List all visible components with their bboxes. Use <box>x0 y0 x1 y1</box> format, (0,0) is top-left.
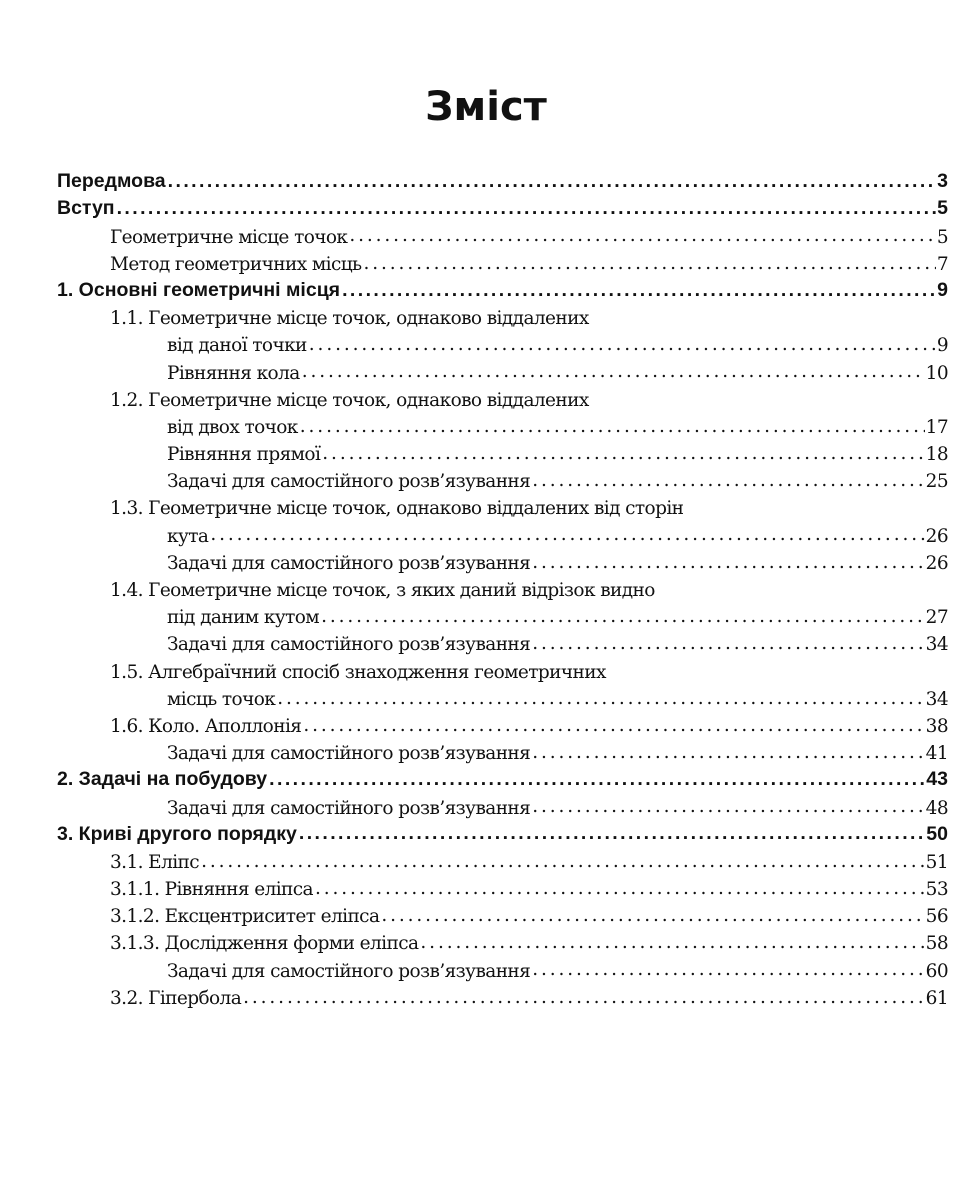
toc-entry-title: 1.1. Геометричне місце точок, однаково віддалених <box>110 308 589 330</box>
toc-entry-title: 3.1. Еліпс <box>110 851 200 873</box>
toc-entry-title: Геометричне місце точок <box>110 226 348 248</box>
toc-entry[interactable] <box>0 628 972 655</box>
toc-entry-page-number: 50 <box>926 822 948 845</box>
toc-entry[interactable] <box>0 547 972 574</box>
dot-leader <box>342 279 936 302</box>
dot-leader <box>201 851 925 873</box>
dot-leader <box>277 688 924 710</box>
toc-entry-page-number: 61 <box>925 987 948 1009</box>
toc-entry-page-number: 34 <box>925 634 948 656</box>
dot-leader <box>381 905 924 927</box>
dot-leader <box>315 878 925 900</box>
toc-entry-title: під даним кутом <box>167 607 320 629</box>
toc-entry[interactable] <box>0 900 972 927</box>
dot-leader <box>532 470 924 492</box>
toc-entry-page-number: 41 <box>925 743 948 765</box>
toc-entry-title: 3.1.3. Дослідження форми еліпса <box>110 933 419 955</box>
dot-leader <box>532 552 924 574</box>
toc-entry[interactable] <box>0 492 972 519</box>
toc-entry-title: 3.2. Гіпербола <box>110 987 242 1009</box>
toc-entry-page-number: 3 <box>937 170 948 193</box>
toc-entry-page-number: 18 <box>925 444 948 466</box>
toc-entry-title: 1.6. Коло. Аполлонія <box>110 715 302 737</box>
toc-entry[interactable] <box>0 710 972 737</box>
dot-leader <box>210 524 924 546</box>
toc-entry-title: Задачі для самостійного розв’язування <box>167 797 531 819</box>
toc-entry-page-number: 48 <box>925 797 948 819</box>
toc-entry-title: 1.4. Геометричне місце точок, з яких даний відрізок видно <box>110 580 655 601</box>
toc-entry[interactable] <box>0 302 972 329</box>
dot-leader <box>299 822 925 845</box>
toc-entry-title: Рівняння прямої <box>167 444 321 466</box>
toc-entry[interactable] <box>0 248 972 275</box>
dot-leader <box>532 742 924 764</box>
toc-entry[interactable] <box>0 601 972 628</box>
toc-entry-page-number: 9 <box>936 335 948 357</box>
toc-entry[interactable] <box>0 438 972 465</box>
dot-leader <box>532 633 924 655</box>
dot-leader <box>269 768 925 791</box>
dot-leader <box>243 987 925 1009</box>
toc-entry-title: від даної точки <box>167 335 307 357</box>
toc-entry-title: Рівняння кола <box>167 362 300 384</box>
toc-entry-page-number: 27 <box>925 607 948 629</box>
toc-entry-page-number: 34 <box>925 688 948 710</box>
dot-leader <box>300 416 925 438</box>
toc-entry-page-number: 10 <box>925 362 948 384</box>
toc-entry[interactable] <box>0 655 972 682</box>
dot-leader <box>420 932 924 954</box>
dot-leader <box>532 796 924 818</box>
toc-entry[interactable] <box>0 465 972 492</box>
toc-entry[interactable] <box>0 737 972 764</box>
toc-entry[interactable] <box>0 954 972 981</box>
toc-entry[interactable] <box>0 982 972 1009</box>
toc-entry[interactable] <box>0 356 972 383</box>
toc-entry[interactable] <box>0 329 972 356</box>
toc-entry-page-number: 38 <box>925 715 948 737</box>
toc-entry-title: Метод геометричних місць <box>110 253 362 275</box>
toc-entry-title: Передмова <box>57 170 166 193</box>
toc-entry[interactable] <box>0 791 972 818</box>
toc-entry[interactable] <box>0 873 972 900</box>
dot-leader <box>322 443 924 465</box>
toc-entry-page-number: 26 <box>925 552 948 574</box>
toc-entry-page-number: 9 <box>937 278 948 301</box>
toc-entry-page-number: 5 <box>937 197 948 220</box>
toc-entry-title: Вступ <box>57 197 115 220</box>
toc-entry-page-number: 26 <box>925 525 948 547</box>
table-of-contents <box>0 166 972 1009</box>
toc-entry[interactable] <box>0 819 972 846</box>
toc-entry[interactable] <box>0 927 972 954</box>
toc-entry-title: 3.1.2. Ексцентриситет еліпса <box>110 906 380 928</box>
dot-leader <box>532 959 924 981</box>
page-title: Зміст <box>425 84 547 130</box>
toc-entry[interactable] <box>0 411 972 438</box>
toc-entry-title: від двох точок <box>167 416 298 438</box>
toc-entry-page-number: 51 <box>925 851 948 873</box>
toc-entry-page-number: 7 <box>936 253 948 275</box>
dot-leader <box>117 197 937 220</box>
toc-entry-page-number: 56 <box>925 906 948 928</box>
toc-entry[interactable] <box>0 166 972 193</box>
toc-entry[interactable] <box>0 683 972 710</box>
dot-leader <box>303 715 924 737</box>
dot-leader <box>349 225 935 247</box>
dot-leader <box>168 170 936 193</box>
toc-entry-title: місць точок <box>167 688 276 710</box>
toc-entry-page-number: 5 <box>936 226 948 248</box>
toc-entry-title: 2. Задачі на побудову <box>57 768 268 791</box>
toc-entry-title: 1. Основні геометричні місця <box>57 278 341 301</box>
toc-entry-title: Задачі для самостійного розв’язування <box>167 471 531 493</box>
toc-entry[interactable] <box>0 764 972 791</box>
toc-entry-title: 1.2. Геометричне місце точок, однаково віддалених <box>110 389 589 411</box>
dot-leader <box>309 334 936 356</box>
toc-entry-title: Задачі для самостійного розв’язування <box>167 960 531 982</box>
toc-entry-page-number: 43 <box>926 768 948 791</box>
toc-entry-title: Задачі для самостійного розв’язування <box>167 634 531 656</box>
toc-entry-page-number: 25 <box>925 471 948 493</box>
toc-entry[interactable] <box>0 220 972 247</box>
toc-entry-title: Задачі для самостійного розв’язування <box>167 743 531 765</box>
toc-entry[interactable] <box>0 574 972 601</box>
toc-entry-title: Задачі для самостійного розв’язування <box>167 552 531 574</box>
dot-leader <box>321 606 925 628</box>
toc-entry-title: кута <box>167 525 209 547</box>
toc-entry-page-number: 17 <box>925 416 948 438</box>
toc-entry-page-number: 60 <box>925 960 948 982</box>
dot-leader <box>302 361 925 383</box>
dot-leader <box>364 253 936 275</box>
toc-entry[interactable] <box>0 519 972 546</box>
toc-entry-page-number: 53 <box>925 879 948 901</box>
toc-entry-title: 3.1.1. Рівняння еліпса <box>110 879 313 901</box>
toc-entry-title: 1.3. Геометричне місце точок, однаково віддалених від сторін <box>110 498 684 520</box>
toc-entry[interactable] <box>0 275 972 302</box>
toc-entry-title: 1.5. Алгебраїчний спосіб знаходження геометричних <box>110 661 606 683</box>
toc-entry[interactable] <box>0 846 972 873</box>
toc-entry-page-number: 58 <box>925 933 948 955</box>
toc-entry-title: 3. Криві другого порядку <box>57 822 297 845</box>
toc-entry[interactable] <box>0 193 972 220</box>
toc-entry[interactable] <box>0 384 972 411</box>
